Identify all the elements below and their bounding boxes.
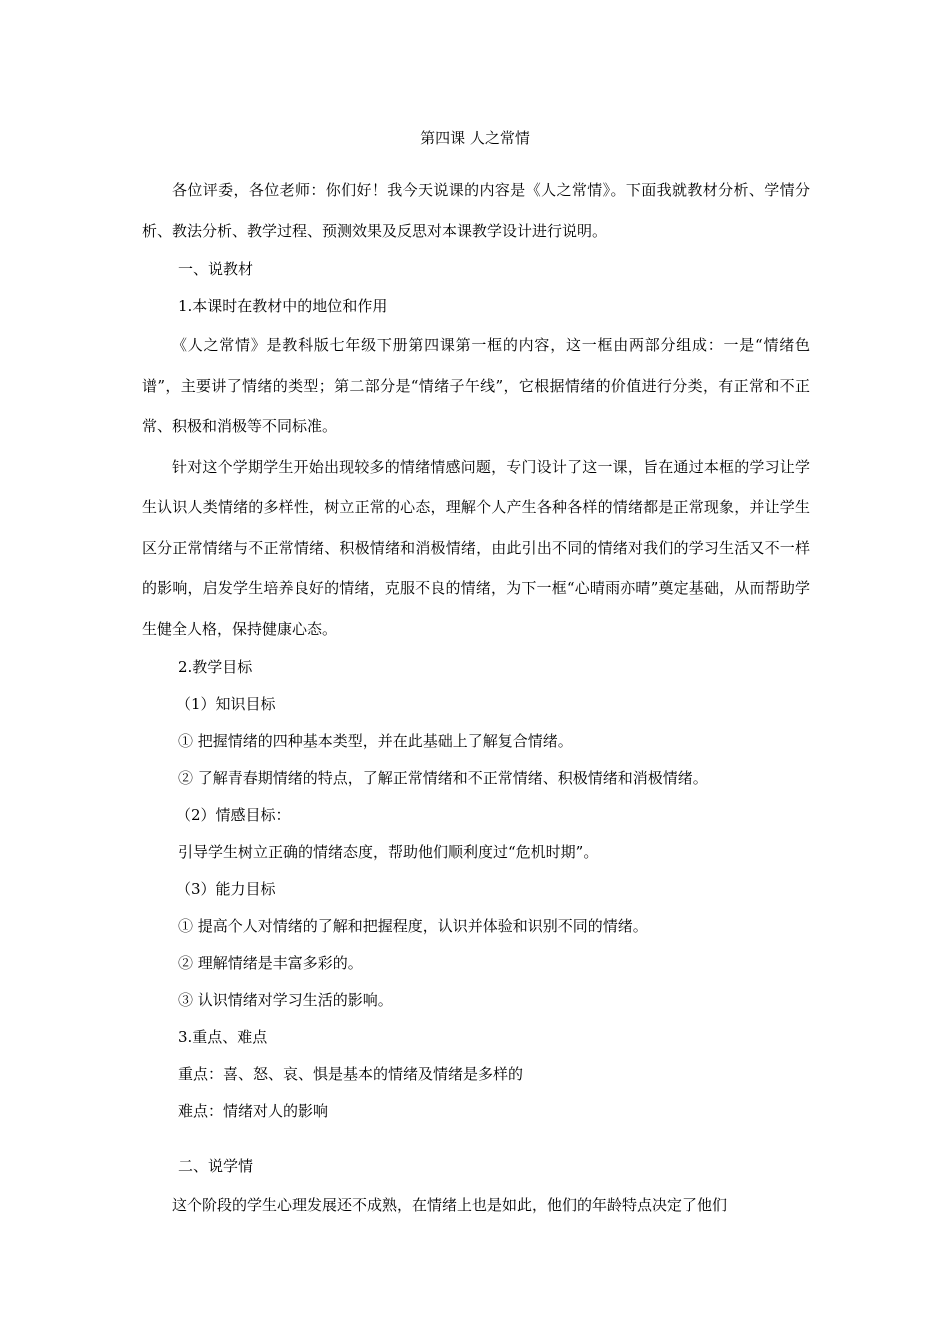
ability-goal-item: ② 理解情绪是丰富多彩的。 [178,954,363,972]
subheading-key-difficult: 3.重点、难点 [178,1028,268,1046]
intro-paragraph: 各位评委，各位老师：你们好！我今天说课的内容是《人之常情》。下面我就教材分析、学情分析、教法分析、教学过程、预测效果及反思对本课教学设计进行说明。 [142,181,810,240]
difficult-point: 难点：情绪对人的影响 [178,1102,329,1120]
blank-line [142,1130,810,1148]
heading-knowledge-goals: （1）知识目标 [176,695,276,713]
document-body [142,170,810,1226]
knowledge-goal-item: ① 把握情绪的四种基本类型，并在此基础上了解复合情绪。 [178,732,573,750]
section-heading-students: 二、说学情 [178,1157,254,1175]
heading-emotion-goals: （2）情感目标： [176,806,291,824]
document-title: 第四课 人之常情 [420,129,530,147]
key-point: 重点：喜、怒、哀、惧是基本的情绪及情绪是多样的 [178,1065,524,1083]
ability-goal-item: ① 提高个人对情绪的了解和把握程度，认识并体验和识别不同的情绪。 [178,917,648,935]
subheading-teaching-goals: 2.教学目标 [178,658,253,676]
students-paragraph: 这个阶段的学生心理发展还不成熟，在情绪上也是如此，他们的年龄特点决定了他们 [172,1196,728,1214]
ability-goal-item: ③ 认识情绪对学习生活的影响。 [178,991,393,1009]
emotion-goal-item: 引导学生树立正确的情绪态度，帮助他们顺利度过“危机时期”。 [178,843,599,861]
section-heading-textbook: 一、说教材 [178,260,254,278]
subheading-position-role: 1.本课时在教材中的地位和作用 [178,297,388,315]
position-paragraph: 《人之常情》是教科版七年级下册第四课第一框的内容，这一框由两部分组成：一是“情绪色谱”，主要讲了情绪的类型；第二部分是“情绪子午线”，它根据情绪的价值进行分类，有正常和不正常、积极和消极等不同标准。 [142,336,810,435]
heading-ability-goals: （3）能力目标 [176,880,276,898]
purpose-paragraph: 针对这个学期学生开始出现较多的情绪情感问题，专门设计了这一课，旨在通过本框的学习让学生认识人类情绪的多样性，树立正常的心态，理解个人产生各种各样的情绪都是正常现象，并让学生区分正常情绪与不正常情绪、积极情绪和消极情绪，由此引出不同的情绪对我们的学习生活又不一样的影响，启发学生培养良好的情绪，克服不良的情绪，为下一框“心晴雨亦晴”奠定基础，从而帮助学生健全人格，保持健康心态。 [142,457,810,638]
knowledge-goal-item: ② 了解青春期情绪的特点，了解正常情绪和不正常情绪、积极情绪和消极情绪。 [178,769,708,787]
